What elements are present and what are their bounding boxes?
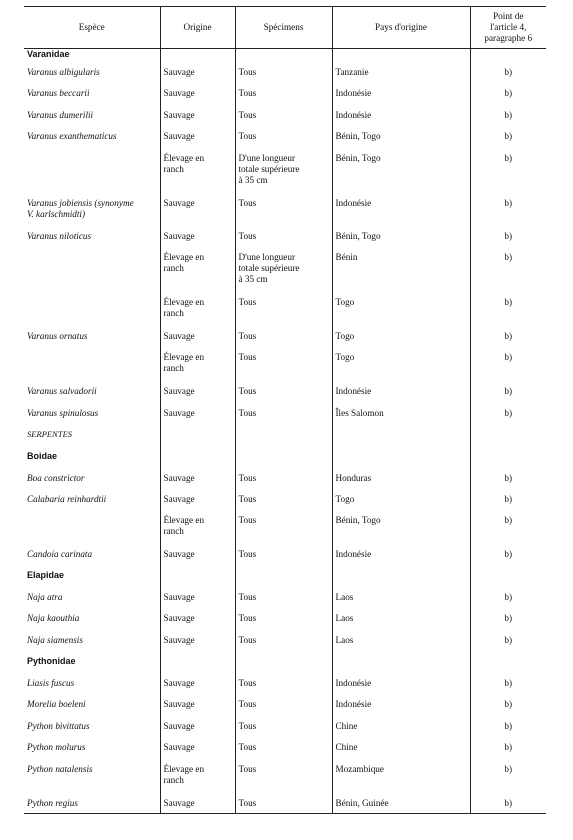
family-name bbox=[24, 570, 160, 592]
point-cell: b) bbox=[470, 549, 546, 571]
specimens-cell bbox=[235, 331, 332, 352]
species-cell bbox=[24, 67, 160, 89]
species-name: Varanus albigularis bbox=[27, 66, 100, 77]
point-cell: b) bbox=[470, 473, 546, 494]
point-cell: b) bbox=[470, 331, 546, 352]
country-cell: Indonésie bbox=[332, 198, 470, 231]
table-row bbox=[24, 408, 546, 430]
point-cell: b) bbox=[470, 798, 546, 814]
header-point bbox=[470, 7, 546, 49]
origin-cell bbox=[160, 352, 235, 386]
origin-text: Élevage en bbox=[163, 514, 205, 525]
point-cell bbox=[470, 451, 546, 473]
country-cell: Laos bbox=[332, 592, 470, 614]
origin-cell bbox=[160, 494, 235, 515]
header-point-line: paragraphe 6 bbox=[484, 33, 533, 43]
specimens-text: Tous bbox=[238, 297, 257, 307]
country-cell: Bénin, Togo bbox=[332, 153, 470, 198]
point-cell: b) bbox=[470, 67, 546, 89]
specimens-text: Tous bbox=[238, 548, 257, 559]
species-cell bbox=[24, 742, 160, 764]
specimens-text: à 35 cm bbox=[238, 174, 268, 185]
specimens-text: Tous bbox=[238, 88, 257, 98]
specimens-cell bbox=[235, 49, 332, 67]
country-cell: Bénin, Togo bbox=[332, 515, 470, 549]
species-name: Varanus salvadorii bbox=[27, 386, 97, 396]
specimens-cell bbox=[235, 656, 332, 678]
specimens-text: Tous bbox=[238, 230, 257, 241]
origin-text: Sauvage bbox=[163, 66, 195, 77]
family-label: Varanidae bbox=[27, 49, 70, 59]
country-cell: Chine bbox=[332, 721, 470, 743]
species-cell bbox=[24, 131, 160, 153]
specimens-text: Tous bbox=[238, 352, 257, 362]
specimens-cell bbox=[235, 67, 332, 89]
species-name: Varanus exanthematicus bbox=[27, 131, 117, 141]
origin-text: Sauvage bbox=[163, 331, 195, 341]
point-cell: b) bbox=[470, 635, 546, 657]
species-cell bbox=[24, 473, 160, 494]
point-cell: b) bbox=[470, 88, 546, 110]
country-cell: Indonésie bbox=[332, 88, 470, 110]
species-name: Varanus beccarii bbox=[27, 88, 90, 98]
country-cell bbox=[332, 570, 470, 592]
species-name: Calabaria reinhardtii bbox=[27, 493, 107, 504]
origin-text: ranch bbox=[163, 525, 184, 536]
origin-cell bbox=[160, 570, 235, 592]
species-name: Liasis fuscus bbox=[27, 677, 75, 688]
origin-text: Sauvage bbox=[163, 230, 195, 241]
specimens-cell bbox=[235, 515, 332, 549]
country-cell: Togo bbox=[332, 331, 470, 352]
specimens-cell bbox=[235, 742, 332, 764]
specimens-cell bbox=[235, 473, 332, 494]
specimens-cell bbox=[235, 635, 332, 657]
species-cell bbox=[24, 721, 160, 743]
origin-cell bbox=[160, 549, 235, 571]
specimens-cell bbox=[235, 592, 332, 614]
species-cell bbox=[24, 764, 160, 798]
species-cell bbox=[24, 331, 160, 352]
table-row bbox=[24, 110, 546, 132]
group-label: SERPENTES bbox=[27, 430, 73, 439]
table-row bbox=[24, 635, 546, 657]
origin-text: Sauvage bbox=[163, 386, 195, 396]
family-name bbox=[24, 451, 160, 473]
origin-cell bbox=[160, 386, 235, 408]
specimens-text: Tous bbox=[238, 514, 257, 525]
table-row bbox=[24, 721, 546, 743]
point-cell: b) bbox=[470, 297, 546, 331]
point-cell: b) bbox=[470, 515, 546, 549]
species-name: Naja kaouthia bbox=[27, 613, 80, 623]
point-cell: b) bbox=[470, 721, 546, 743]
point-cell: b) bbox=[470, 352, 546, 386]
country-cell: Bénin bbox=[332, 252, 470, 297]
specimens-cell bbox=[235, 297, 332, 331]
country-cell: Indonésie bbox=[332, 678, 470, 700]
point-cell: b) bbox=[470, 110, 546, 132]
specimens-cell bbox=[235, 721, 332, 743]
origin-cell bbox=[160, 153, 235, 198]
origin-cell bbox=[160, 473, 235, 494]
origin-cell bbox=[160, 699, 235, 721]
specimens-text: Tous bbox=[238, 493, 257, 504]
specimens-cell bbox=[235, 386, 332, 408]
species-cell bbox=[24, 549, 160, 571]
point-cell: b) bbox=[470, 231, 546, 253]
species-cell bbox=[24, 110, 160, 132]
country-cell: Togo bbox=[332, 352, 470, 386]
point-cell: b) bbox=[470, 613, 546, 635]
origin-cell bbox=[160, 678, 235, 700]
specimens-text: Tous bbox=[238, 131, 257, 141]
species-name: Varanus ornatus bbox=[27, 331, 88, 341]
family-name bbox=[24, 49, 160, 67]
specimens-text: Tous bbox=[238, 742, 257, 752]
header-specimens: Spécimens bbox=[235, 7, 332, 49]
country-cell: Bénin, Togo bbox=[332, 131, 470, 153]
origin-text: Sauvage bbox=[163, 88, 195, 98]
specimens-cell bbox=[235, 153, 332, 198]
origin-text: Sauvage bbox=[163, 109, 195, 120]
specimens-text: Tous bbox=[238, 197, 257, 208]
point-cell: b) bbox=[470, 678, 546, 700]
origin-cell bbox=[160, 613, 235, 635]
origin-cell bbox=[160, 231, 235, 253]
table-row bbox=[24, 153, 546, 198]
country-cell: Indonésie bbox=[332, 110, 470, 132]
specimens-text: totale supérieure bbox=[238, 263, 300, 273]
origin-text: Élevage en bbox=[163, 252, 205, 262]
point-cell: b) bbox=[470, 764, 546, 798]
origin-text: Sauvage bbox=[163, 742, 195, 752]
specimens-text: Tous bbox=[238, 699, 257, 709]
country-cell: Chine bbox=[332, 742, 470, 764]
origin-cell bbox=[160, 67, 235, 89]
document-page bbox=[24, 6, 546, 814]
point-cell bbox=[470, 570, 546, 592]
origin-cell bbox=[160, 592, 235, 614]
species-cell bbox=[24, 408, 160, 430]
species-cell bbox=[24, 494, 160, 515]
origin-cell bbox=[160, 798, 235, 814]
species-cell bbox=[24, 297, 160, 331]
specimens-cell bbox=[235, 408, 332, 430]
specimens-text: à 35 cm bbox=[238, 274, 268, 284]
table-row bbox=[24, 297, 546, 331]
country-cell: Togo bbox=[332, 494, 470, 515]
specimens-cell bbox=[235, 570, 332, 592]
specimens-text: Tous bbox=[238, 763, 257, 774]
country-cell: Indonésie bbox=[332, 699, 470, 721]
specimens-text: Tous bbox=[238, 407, 257, 418]
family-heading-row bbox=[24, 49, 546, 67]
specimens-text: Tous bbox=[238, 109, 257, 120]
specimens-cell bbox=[235, 613, 332, 635]
country-cell: Bénin, Togo bbox=[332, 231, 470, 253]
origin-cell bbox=[160, 656, 235, 678]
table-row bbox=[24, 131, 546, 153]
specimens-text: Tous bbox=[238, 634, 257, 645]
family-label: Boidae bbox=[27, 450, 58, 461]
family-heading-row bbox=[24, 656, 546, 678]
specimens-text: Tous bbox=[238, 720, 257, 731]
table-row bbox=[24, 88, 546, 110]
point-cell: b) bbox=[470, 386, 546, 408]
table-row bbox=[24, 764, 546, 798]
species-name: Candoia carinata bbox=[27, 548, 93, 559]
specimens-text: Tous bbox=[238, 331, 257, 341]
species-cell bbox=[24, 153, 160, 198]
point-cell: b) bbox=[470, 131, 546, 153]
origin-text: Sauvage bbox=[163, 472, 195, 483]
specimens-cell bbox=[235, 198, 332, 231]
table-row bbox=[24, 613, 546, 635]
point-cell: b) bbox=[470, 153, 546, 198]
species-name: Varanus dumerilii bbox=[27, 109, 94, 120]
species-name: Naja atra bbox=[27, 591, 63, 602]
species-name: Morelia boeleni bbox=[27, 699, 86, 709]
origin-text: Sauvage bbox=[163, 720, 195, 731]
point-cell: b) bbox=[470, 592, 546, 614]
header-point-line: l'article 4, bbox=[490, 22, 527, 32]
family-heading-row bbox=[24, 451, 546, 473]
species-cell bbox=[24, 88, 160, 110]
specimens-text: Tous bbox=[238, 677, 257, 688]
origin-cell bbox=[160, 198, 235, 231]
table-row bbox=[24, 515, 546, 549]
specimens-text: totale supérieure bbox=[238, 163, 300, 174]
country-cell: Bénin, Guinée bbox=[332, 798, 470, 814]
origin-text: ranch bbox=[163, 308, 184, 318]
origin-cell bbox=[160, 515, 235, 549]
table-row bbox=[24, 231, 546, 253]
specimens-cell bbox=[235, 131, 332, 153]
country-cell bbox=[332, 429, 470, 451]
origin-text: Sauvage bbox=[163, 131, 195, 141]
origin-cell bbox=[160, 331, 235, 352]
country-cell: Togo bbox=[332, 297, 470, 331]
origin-cell bbox=[160, 721, 235, 743]
point-cell: b) bbox=[470, 699, 546, 721]
table-row bbox=[24, 252, 546, 297]
species-name: Python natalensis bbox=[27, 763, 93, 774]
origin-cell bbox=[160, 635, 235, 657]
specimens-text: Tous bbox=[238, 472, 257, 483]
species-cell bbox=[24, 678, 160, 700]
table-row bbox=[24, 352, 546, 386]
origin-cell bbox=[160, 408, 235, 430]
origin-text: ranch bbox=[163, 774, 184, 785]
country-cell: Îles Salomon bbox=[332, 408, 470, 430]
species-cell bbox=[24, 252, 160, 297]
origin-cell bbox=[160, 110, 235, 132]
specimens-text: D'une longueur bbox=[238, 252, 296, 262]
origin-text: Sauvage bbox=[163, 634, 195, 645]
table-body bbox=[24, 49, 546, 814]
origin-cell bbox=[160, 742, 235, 764]
country-cell: Honduras bbox=[332, 473, 470, 494]
group-heading-row bbox=[24, 429, 546, 451]
origin-text: Élevage en bbox=[163, 152, 205, 163]
specimens-cell bbox=[235, 549, 332, 571]
header-point-line: Point de bbox=[493, 11, 524, 21]
family-name bbox=[24, 656, 160, 678]
family-label: Elapidae bbox=[27, 570, 65, 580]
origin-text: Sauvage bbox=[163, 548, 195, 559]
country-cell: Indonésie bbox=[332, 386, 470, 408]
species-cell bbox=[24, 198, 160, 231]
origin-text: Élevage en bbox=[163, 297, 205, 307]
table-row bbox=[24, 678, 546, 700]
specimens-cell bbox=[235, 764, 332, 798]
table-row bbox=[24, 331, 546, 352]
country-cell bbox=[332, 49, 470, 67]
species-cell bbox=[24, 515, 160, 549]
specimens-text: Tous bbox=[238, 613, 257, 623]
country-cell bbox=[332, 656, 470, 678]
origin-text: ranch bbox=[163, 363, 184, 373]
country-cell bbox=[332, 451, 470, 473]
country-cell: Indonésie bbox=[332, 549, 470, 571]
origin-cell bbox=[160, 131, 235, 153]
table-row bbox=[24, 742, 546, 764]
origin-text: Sauvage bbox=[163, 407, 195, 418]
species-cell bbox=[24, 613, 160, 635]
table-row bbox=[24, 699, 546, 721]
country-cell: Mozambique bbox=[332, 764, 470, 798]
origin-text: ranch bbox=[163, 163, 184, 174]
specimens-cell bbox=[235, 88, 332, 110]
specimens-cell bbox=[235, 429, 332, 451]
table-row bbox=[24, 198, 546, 231]
table-row bbox=[24, 798, 546, 814]
point-cell: b) bbox=[470, 252, 546, 297]
table-row bbox=[24, 67, 546, 89]
species-name: Varanus niloticus bbox=[27, 230, 92, 241]
origin-text: Élevage en bbox=[163, 763, 205, 774]
origin-cell bbox=[160, 429, 235, 451]
family-label: Pythonidae bbox=[27, 656, 76, 666]
species-name: Varanus jobiensis (synonyme bbox=[27, 197, 134, 208]
header-species: Espèce bbox=[24, 7, 160, 49]
species-cell bbox=[24, 798, 160, 814]
origin-text: Élevage en bbox=[163, 352, 205, 362]
species-cell bbox=[24, 231, 160, 253]
header-country: Pays d'origine bbox=[332, 7, 470, 49]
species-name: Python bivittatus bbox=[27, 720, 90, 731]
species-cell bbox=[24, 635, 160, 657]
specimens-text: Tous bbox=[238, 386, 257, 396]
point-cell: b) bbox=[470, 494, 546, 515]
origin-cell bbox=[160, 49, 235, 67]
species-name: Python molurus bbox=[27, 742, 86, 752]
country-cell: Laos bbox=[332, 613, 470, 635]
origin-text: Sauvage bbox=[163, 677, 195, 688]
specimens-cell bbox=[235, 352, 332, 386]
species-table bbox=[24, 6, 546, 814]
specimens-text: Tous bbox=[238, 797, 257, 808]
table-row bbox=[24, 473, 546, 494]
species-name: Varanus spinulosus bbox=[27, 407, 99, 418]
origin-text: Sauvage bbox=[163, 797, 195, 808]
specimens-cell bbox=[235, 110, 332, 132]
table-row bbox=[24, 386, 546, 408]
specimens-cell bbox=[235, 451, 332, 473]
point-cell bbox=[470, 49, 546, 67]
origin-text: Sauvage bbox=[163, 197, 195, 208]
table-row bbox=[24, 549, 546, 571]
point-cell: b) bbox=[470, 742, 546, 764]
country-cell: Tanzanie bbox=[332, 67, 470, 89]
origin-text: Sauvage bbox=[163, 613, 195, 623]
point-cell: b) bbox=[470, 408, 546, 430]
origin-text: Sauvage bbox=[163, 591, 195, 602]
specimens-cell bbox=[235, 798, 332, 814]
origin-text: ranch bbox=[163, 263, 184, 273]
species-name: V. karlschmidti) bbox=[27, 208, 86, 219]
specimens-cell bbox=[235, 252, 332, 297]
family-heading-row bbox=[24, 570, 546, 592]
species-cell bbox=[24, 386, 160, 408]
group-name bbox=[24, 429, 160, 451]
species-name: Boa constrictor bbox=[27, 472, 85, 483]
point-cell: b) bbox=[470, 198, 546, 231]
table-row bbox=[24, 494, 546, 515]
origin-text: Sauvage bbox=[163, 699, 195, 709]
specimens-text: Tous bbox=[238, 591, 257, 602]
origin-cell bbox=[160, 297, 235, 331]
species-cell bbox=[24, 592, 160, 614]
species-cell bbox=[24, 699, 160, 721]
species-cell bbox=[24, 352, 160, 386]
origin-cell bbox=[160, 88, 235, 110]
origin-text: Sauvage bbox=[163, 493, 195, 504]
origin-cell bbox=[160, 764, 235, 798]
header-origin: Origine bbox=[160, 7, 235, 49]
origin-cell bbox=[160, 451, 235, 473]
species-name: Python regius bbox=[27, 797, 78, 808]
specimens-text: Tous bbox=[238, 66, 257, 77]
table-header-row bbox=[24, 7, 546, 49]
point-cell bbox=[470, 429, 546, 451]
specimens-cell bbox=[235, 231, 332, 253]
point-cell bbox=[470, 656, 546, 678]
specimens-cell bbox=[235, 494, 332, 515]
origin-cell bbox=[160, 252, 235, 297]
specimens-cell bbox=[235, 678, 332, 700]
specimens-text: D'une longueur bbox=[238, 152, 296, 163]
species-name: Naja siamensis bbox=[27, 634, 83, 645]
specimens-cell bbox=[235, 699, 332, 721]
country-cell: Laos bbox=[332, 635, 470, 657]
table-row bbox=[24, 592, 546, 614]
